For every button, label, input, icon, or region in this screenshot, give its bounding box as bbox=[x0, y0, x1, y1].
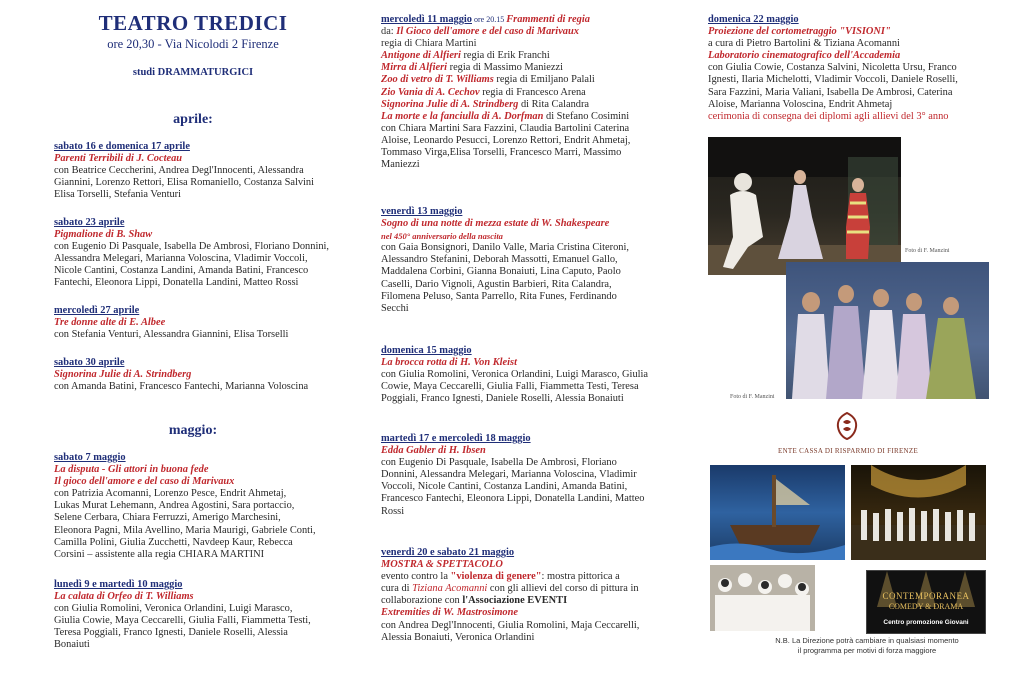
event-date: lunedì 9 e martedì 10 maggio bbox=[54, 579, 183, 590]
stage-photo-5 bbox=[710, 565, 815, 631]
event-block: domenica 22 maggio Proiezione del cortometraggio "VISIONI" a cura di Pietro Bartolini & Tiziana Acomanni Laboratorio cinematografico dell'Accademia con Giulia Cowie, Costanza Salvini, Nicoletta Ursu, Franco Ignesti, Ilaria Michelotti, Vladimir Voccoli, Daniele Roselli, Sara Fazzini, Maria Valiani, Isabella De Ambrosi, Caterina Aloise, Marianna Voloscina, Endrit Ahmetaj cerimonia di consegna dei diplomi agli allievi del 3° anno bbox=[708, 14, 958, 122]
stage-photo-1 bbox=[708, 137, 901, 275]
event-cast: con Gaia Bonsignori, Danilo Valle, Maria Cristina Citeroni, bbox=[381, 242, 629, 254]
section-heading: studi DRAMMATURGICI bbox=[132, 67, 254, 78]
event-play: Antigone di Alfieri bbox=[381, 50, 461, 62]
event-cast: Ignesti, Ilaria Michelotti, Vladimir Voccoli, Daniele Roselli, bbox=[708, 74, 958, 86]
month-heading-may: maggio: bbox=[168, 423, 218, 438]
event-block bbox=[54, 217, 329, 290]
event-highlight: "violenza di genere" bbox=[450, 571, 542, 583]
event-play: Mirra di Alfieri bbox=[381, 62, 448, 74]
event-curator: a cura di Pietro Bartolini & Tiziana Acomanni bbox=[708, 38, 900, 50]
event-cast: Selene Cerbara, Chiara Ferruzzi, Amerigo Marchesini, bbox=[54, 512, 281, 524]
event-cast: Filomena Peluso, Santa Parrello, Rita Funes, Ferdinando bbox=[381, 290, 617, 302]
event-date: venerdì 20 e sabato 21 maggio bbox=[381, 547, 515, 558]
event-cast: Sara Fazzini, Maria Valiani, Isabella De Ambrosi, Caterina bbox=[708, 86, 953, 98]
event-block bbox=[381, 345, 648, 405]
event-play: Zio Vania di A. Cechov bbox=[381, 86, 480, 98]
event-date: sabato 7 maggio bbox=[54, 452, 126, 463]
event-cast: Alessandro Stefanini, Deborah Massotti, Emanuel Gallo, bbox=[381, 254, 618, 266]
event-play: Laboratorio cinematografico dell'Accademia bbox=[708, 50, 901, 62]
event-block: mercoledì 11 maggio ore 20.15 Frammenti di regia da: Il Gioco dell'amore e del caso di Marivaux regia di Chiara Martini Antigone di Alfieri regia di Erik Franchi Mirra di Alfieri regia di Massimo Maniezzi Zoo di vetro di T. Williams regia di Emiljano Palali Zio Vania di A. Cechov regia di Francesco Arena Signorina Julie di A. Strindberg di Rita Calandra La morte e la fanciulla di A. Dorfman di Stefano Cosimini con Chiara Martini Sara Fazzini, Claudia Bartolini Caterina Aloise, Leonardo Pesucci, Lorenzo Rettori, Endrit Ahmetaj, Tommaso Virga,Elisa Torselli, Francesco Marri, Massimo Maniezzi bbox=[381, 14, 631, 171]
event-cast: con Amanda Batini, Francesco Fantechi, Marianna Voloscina bbox=[54, 381, 309, 393]
event-cast: Poggiali, Franco Ignesti, Daniele Roselli, Alessia Bonaiuti bbox=[381, 393, 624, 405]
event-cast: Aloise, Marianna Voloscina, Endrit Ahmetaj bbox=[708, 98, 893, 110]
event-play: Il Gioco dell'amore e del caso di Marivaux bbox=[396, 26, 579, 38]
event-date: venerdì 13 maggio bbox=[381, 206, 463, 217]
event-date: domenica 22 maggio bbox=[708, 14, 799, 25]
sponsor-name: ENTE CASSA DI RISPARMIO DI FIRENZE bbox=[778, 447, 919, 455]
event-cast: con Eugenio Di Pasquale, Isabella De Ambrosi, Floriano bbox=[381, 457, 617, 469]
event-cast: Giulia Cowie, Maya Ceccarelli, Giulia Falli, Fiammetta Testi, bbox=[54, 615, 311, 627]
event-cast: con Giulia Romolini, Veronica Orlandini, Luigi Marasco, bbox=[54, 603, 293, 615]
venue-subtitle: ore 20,30 - Via Nicolodi 2 Firenze bbox=[107, 37, 279, 51]
event-cast: Aloise, Leonardo Pesucci, Lorenzo Rettori, Endrit Ahmetaj, bbox=[381, 134, 631, 146]
event-cast: Voccoli, Nicole Cantini, Costanza Landini, Amanda Batini, bbox=[381, 481, 628, 493]
stage-photo-3 bbox=[710, 465, 845, 560]
event-play: Sogno di una notte di mezza estate di W. Shakespeare bbox=[381, 218, 610, 230]
event-play: Signorina Julie di A. Strindberg bbox=[54, 369, 192, 381]
event-cast: Donnini, Alessandra Melegari, Marianna Voloscina, Vladimir bbox=[381, 469, 637, 481]
event-cast: Giannini, Lorenzo Rettori, Elisa Romaniello, Costanza Salvini bbox=[54, 177, 315, 189]
event-play: Frammenti di regia bbox=[506, 14, 590, 25]
event-date: mercoledì 11 maggio bbox=[381, 14, 472, 25]
event-cast: Lukas Murat Lehemann, Andrea Agostini, Sara portaccio, bbox=[54, 500, 295, 512]
event-play: Signorina Julie di A. Strindberg bbox=[381, 98, 519, 110]
event-cast: con Giulia Cowie, Costanza Salvini, Nicoletta Ursu, Franco bbox=[708, 62, 957, 74]
event-date: sabato 23 aprile bbox=[54, 217, 125, 228]
event-date: domenica 15 maggio bbox=[381, 345, 472, 356]
event-play: Proiezione del cortometraggio bbox=[708, 26, 840, 38]
event-cast: Rossi bbox=[381, 505, 405, 517]
crest-icon bbox=[834, 412, 860, 440]
event-time: ore 20.15 bbox=[472, 15, 507, 24]
event-cast: Bonaiuti bbox=[54, 639, 90, 651]
event-block bbox=[54, 141, 314, 201]
logo-line-3: Centro promozione Giovani bbox=[883, 619, 969, 626]
event-cast: Elisa Torselli, Stefania Venturi bbox=[54, 189, 182, 201]
event-block bbox=[54, 452, 316, 561]
event-play: Il gioco dell'amore e del caso di Marivaux bbox=[54, 476, 235, 488]
event-block bbox=[381, 433, 644, 518]
event-play: La brocca rotta di H. Von Kleist bbox=[381, 357, 517, 369]
page-title: TEATRO TREDICI bbox=[98, 11, 288, 35]
event-cast: con Giulia Romolini, Veronica Orlandini, Luigi Marasco, Giulia bbox=[381, 369, 649, 381]
event-partner: l'Associazione EVENTI bbox=[462, 595, 568, 607]
event-cast: con Andrea Degl'Innocenti, Giulia Romolini, Maja Ceccarelli, bbox=[381, 619, 640, 631]
event-cast: Maddalena Corbini, Gianna Bonaiuti, Lina Caputo, Paolo bbox=[381, 266, 621, 278]
event-cast: Secchi bbox=[381, 302, 409, 314]
event-cast: con Eugenio Di Pasquale, Isabella De Ambrosi, Floriano Donnini, bbox=[54, 241, 330, 253]
event-cast: con Beatrice Ceccherini, Andrea Degl'Innocenti, Alessandra bbox=[54, 165, 304, 177]
event-cast: Maniezzi bbox=[381, 159, 420, 171]
event-date: martedì 17 e mercoledì 18 maggio bbox=[381, 433, 531, 444]
event-cast: Eleonora Pagni, Mila Avellino, Maria Maurigi, Gabriele Conti, bbox=[54, 524, 316, 536]
event-cast: Francesco Fantechi, Eleonora Lippi, Donatella Landini, Matteo bbox=[381, 493, 645, 505]
event-cast: Fantechi, Eleonora Lippi, Donatella Landini, Matteo Rossi bbox=[54, 277, 299, 289]
stage-photo-4 bbox=[851, 465, 986, 560]
event-cast: Camilla Polini, Giulia Zucchetti, Navdeep Kaur, Rebecca bbox=[54, 536, 293, 548]
event-play: Zoo di vetro di T. Williams bbox=[381, 74, 494, 86]
event-director: regia di Chiara Martini bbox=[381, 38, 477, 50]
event-cast: Alessandra Melegari, Marianna Voloscina, Vladimir Voccoli, bbox=[54, 253, 308, 265]
event-date: mercoledì 27 aprile bbox=[54, 305, 140, 316]
disclaimer: N.B. La Direzione potrà cambiare in qualsiasi momento il programma per motivi di forza maggiore bbox=[775, 636, 959, 655]
event-date: sabato 30 aprile bbox=[54, 357, 125, 368]
logo-line-2: COMEDY & DRAMA bbox=[888, 602, 964, 611]
event-play: Extremities di W. Mastrosimone bbox=[381, 607, 519, 619]
logo-line-1: CONTEMPORANEA bbox=[882, 591, 970, 601]
event-cast: Alessia Bonaiuti, Veronica Orlandini bbox=[381, 631, 535, 643]
event-curator: Tiziana Acomanni bbox=[412, 583, 488, 595]
event-play: La disputa - Gli attori in buona fede bbox=[54, 464, 209, 476]
contemporanea-logo bbox=[866, 570, 986, 634]
event-play: Parenti Terribili di J. Cocteau bbox=[54, 153, 183, 165]
event-cast: Nicole Cantini, Costanza Landini, Amanda Batini, Francesco bbox=[54, 265, 309, 277]
event-play: La morte e la fanciulla di A. Dorfman bbox=[381, 110, 544, 122]
event-block bbox=[54, 305, 288, 341]
event-date: sabato 16 e domenica 17 aprile bbox=[54, 141, 190, 152]
event-block bbox=[54, 357, 308, 393]
photo-credit: Foto di F. Manzini bbox=[905, 248, 950, 254]
event-play: La calata di Orfeo di T. Williams bbox=[54, 591, 194, 603]
photo-credit: Foto di F. Manzini bbox=[730, 394, 775, 400]
event-play: Pigmalione di B. Shaw bbox=[54, 229, 153, 241]
event-cast: Tommaso Virga,Elisa Torselli, Francesco Marri, Massimo bbox=[381, 147, 622, 159]
event-play: MOSTRA & SPETTACOLO bbox=[381, 559, 503, 571]
event-cast: Cowie, Maya Ceccarelli, Giulia Falli, Fiammetta Testi, Teresa bbox=[381, 381, 639, 393]
event-cast: con Stefania Venturi, Alessandra Giannini, Elisa Torselli bbox=[54, 329, 289, 341]
stage-photo-2 bbox=[786, 262, 989, 399]
event-block bbox=[381, 206, 629, 315]
event-block bbox=[54, 579, 311, 652]
month-heading-april: aprile: bbox=[173, 112, 213, 127]
event-cast: con Patrizia Acomanni, Lorenzo Pesce, Endrit Ahmetaj, bbox=[54, 488, 287, 500]
event-play: Edda Gabler di H. Ibsen bbox=[381, 445, 486, 457]
event-play: Tre donne alte di E. Albee bbox=[54, 317, 166, 329]
event-cast: Teresa Poggiali, Franco Ignesti, Daniele Roselli, Alessia bbox=[54, 627, 288, 639]
event-note: nel 450° anniversario della nascita bbox=[381, 231, 503, 242]
event-block: venerdì 20 e sabato 21 maggio MOSTRA & SPETTACOLO evento contro la "violenza di genere": mostra pittorica a cura di Tiziana Acomanni con gli allievi del corso di pittura in collaborazione con l'Associazione EVENTI Extremities di W. Mastrosimone con Andrea Degl'Innocenti, Giulia Romolini, Maja Ceccarelli, Alessia Bonaiuti, Veronica Orlandini bbox=[381, 547, 640, 643]
ceremony-note: cerimonia di consegna dei diplomi agli allievi del 3° anno bbox=[708, 110, 949, 122]
event-cast: Corsini – assistente alla regia CHIARA MARTINI bbox=[54, 548, 265, 560]
event-cast: con Chiara Martini Sara Fazzini, Claudia Bartolini Caterina bbox=[381, 122, 630, 134]
event-cast: Caselli, Dario Vignoli, Agustin Barbieri, Rita Calandra, bbox=[381, 278, 612, 290]
